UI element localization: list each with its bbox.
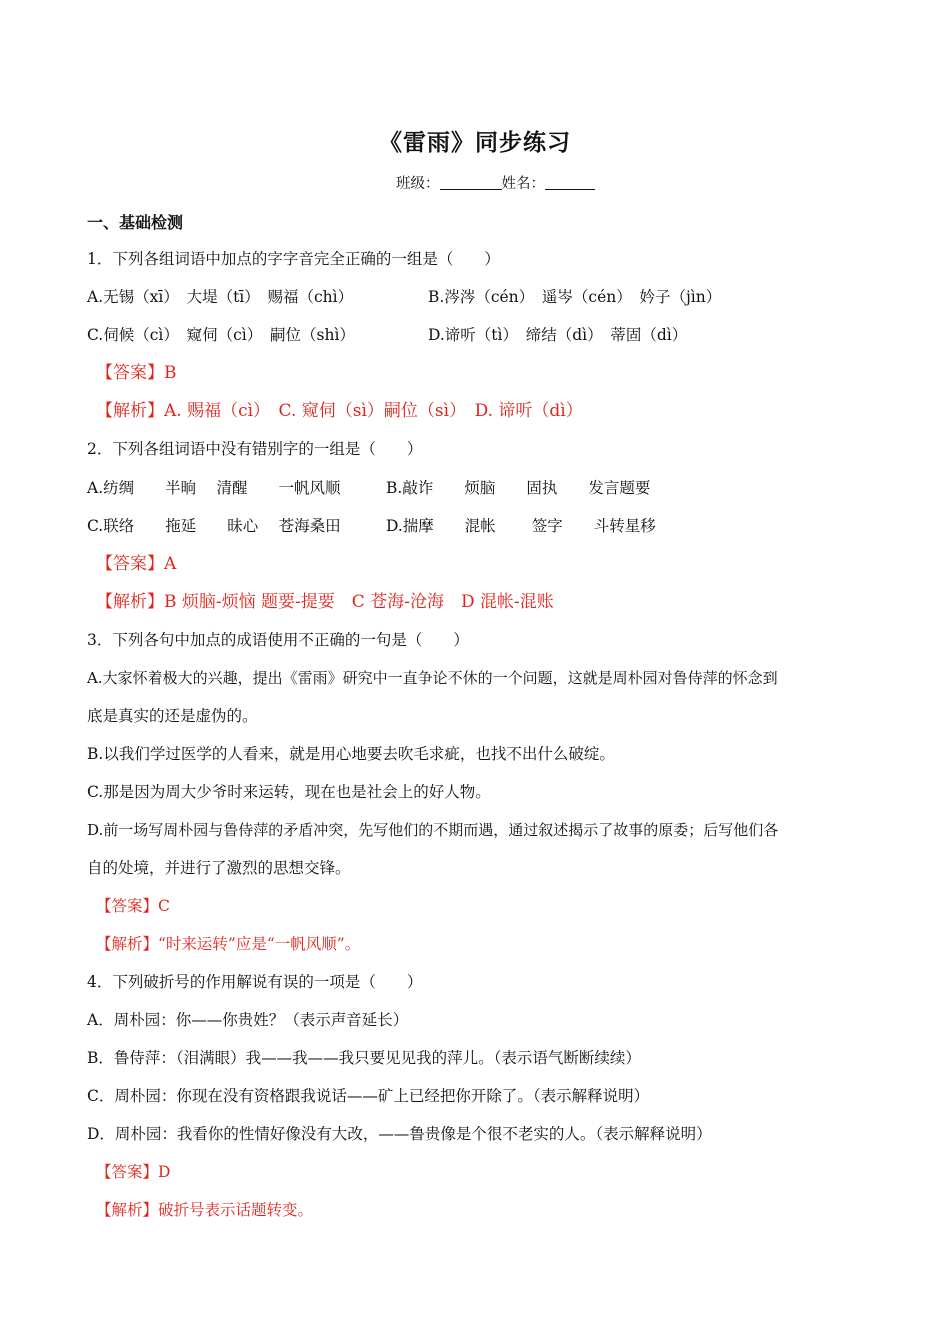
q3-option-a-line2: 底是真实的还是虚伪的。	[87, 707, 258, 725]
page-title: 《雷雨》同步练习	[379, 129, 571, 156]
q3-option-c: C.那是因为周大少爷时来运转，现在也是社会上的好人物。	[87, 783, 491, 801]
q4-option-c: C．周朴园：你现在没有资格跟我说话——矿上已经把你开除了。（表示解释说明）	[87, 1087, 650, 1105]
q4-option-b: B．鲁侍萍：（泪满眼）我——我——我只要见见我的萍儿。（表示语气断断续续）	[87, 1049, 641, 1067]
q2-analysis: 【解析】B 烦脑-烦恼 题要-提要 C 苍海-沧海 D 混帐-混账	[96, 592, 554, 612]
section-heading: 一、基础检测	[87, 213, 184, 232]
q4-stem: 4．下列破折号的作用解说有误的一项是（ ）	[87, 973, 423, 991]
q3-analysis: 【解析】“时来运转”应是“一帆风顺”。	[96, 935, 361, 953]
q4-option-a: A．周朴园：你——你贵姓？（表示声音延长）	[87, 1011, 409, 1029]
q2-stem: 2．下列各组词语中没有错别字的一组是（ ）	[87, 440, 423, 458]
class-blank	[440, 189, 502, 190]
student-info	[396, 172, 595, 193]
q4-analysis: 【解析】破折号表示话题转变。	[96, 1201, 314, 1219]
q2-option-d: D.揣摩 混帐 签字 斗转星移	[386, 517, 656, 535]
q1-option-b: B.涔涔（cén） 遥岑（cén） 妗子（jìn）	[428, 288, 722, 306]
name-blank	[545, 189, 595, 190]
q1-analysis: 【解析】A. 赐福（cì） C. 窥伺（sì）嗣位（sì） D. 谛听（dì）	[96, 401, 583, 421]
q1-option-d: D.谛听（tì） 缔结（dì） 蒂固（dì）	[428, 326, 688, 344]
q4-option-d: D．周朴园：我看你的性情好像没有大改，——鲁贵像是个很不老实的人。（表示解释说明）	[87, 1125, 712, 1143]
name-label: 姓名：	[501, 176, 545, 192]
q4-answer: 【答案】D	[96, 1163, 171, 1181]
q3-option-b: B.以我们学过医学的人看来，就是用心地要去吹毛求疵，也找不出什么破绽。	[87, 745, 615, 763]
q3-option-d-line2: 自的处境，并进行了激烈的思想交锋。	[87, 859, 351, 877]
q1-stem: 1．下列各组词语中加点的字字音完全正确的一组是（ ）	[87, 250, 500, 268]
q3-option-d-line1: D.前一场写周朴园与鲁侍萍的矛盾冲突，先写他们的不期而遇，通过叙述揭示了故事的原委；后写他们各	[87, 821, 779, 839]
q2-answer: 【答案】A	[96, 554, 177, 574]
q2-option-a: A.纺绸 半晌 清醒 一帆风顺	[87, 479, 341, 497]
q3-option-a-line1: A.大家怀着极大的兴趣，提出《雷雨》研究中一直争论不休的一个问题，这就是周朴园对鲁侍萍的怀念到	[87, 669, 778, 687]
q1-answer: 【答案】B	[96, 363, 177, 383]
q2-option-c: C.联络 拖延 昧心 苍海桑田	[87, 517, 341, 535]
class-label: 班级：	[396, 176, 440, 192]
q1-option-c: C.伺候（cì） 窥伺（cì） 嗣位（shì）	[87, 326, 355, 344]
q3-stem: 3．下列各句中加点的成语使用不正确的一句是（ ）	[87, 631, 469, 649]
q2-option-b: B.敲诈 烦脑 固执 发言题要	[386, 479, 651, 497]
q1-option-a: A.无锡（xī） 大堤（tī） 赐福（chì）	[87, 288, 354, 306]
q3-answer: 【答案】C	[96, 897, 170, 915]
